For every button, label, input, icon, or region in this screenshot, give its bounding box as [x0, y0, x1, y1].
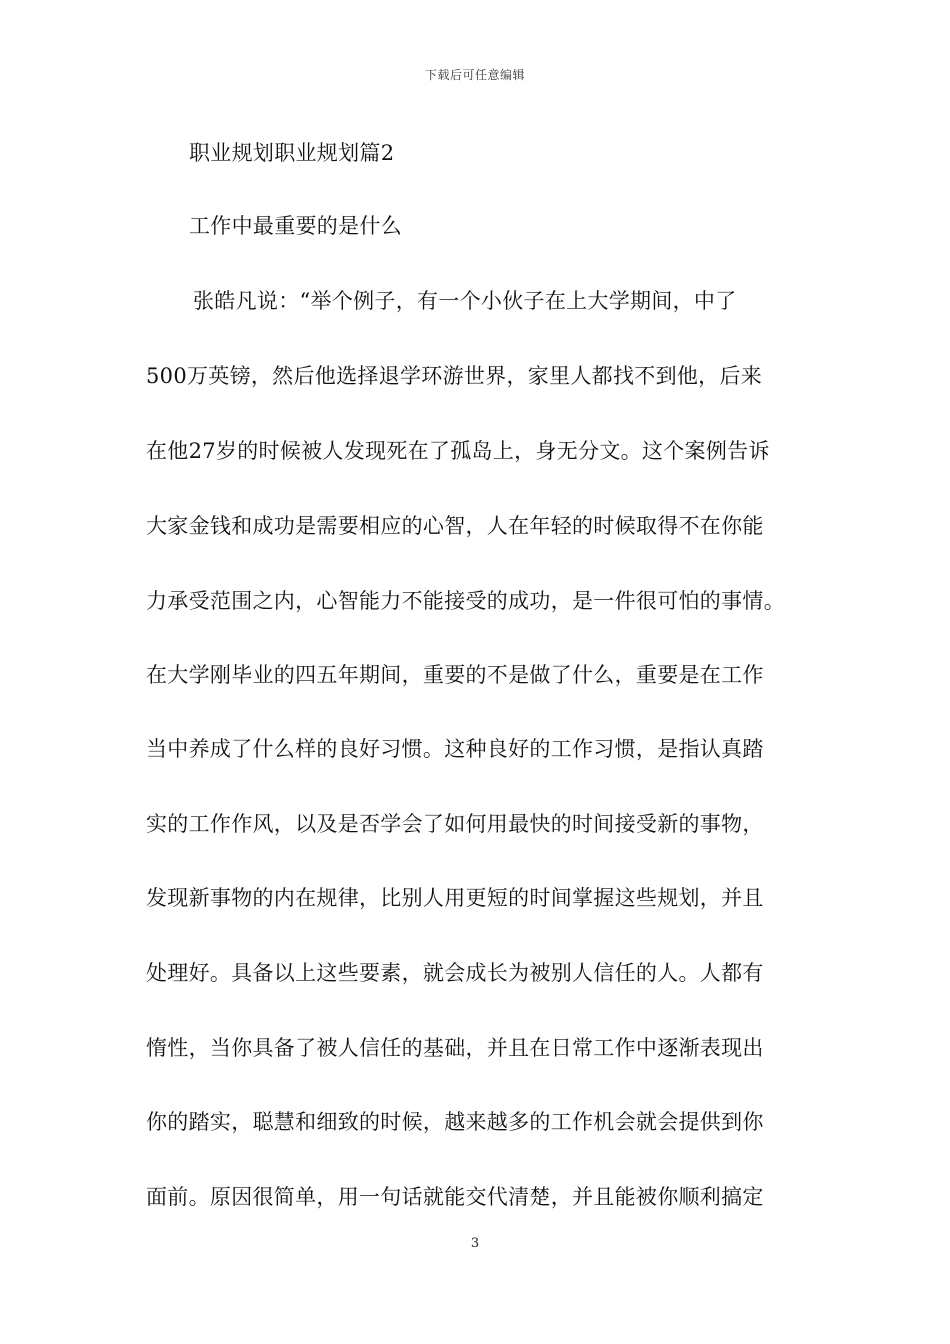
section-subheading: 工作中最重要的是什么 [189, 214, 402, 238]
paragraph-line: 面前。原因很简单，用一句话就能交代清楚，并且能被你顺利搞定 [146, 1185, 764, 1209]
paragraph-line: 发现新事物的内在规律，比别人用更短的时间掌握这些规划，并且 [146, 886, 764, 910]
paragraph-line: 500万英镑，然后他选择退学环游世界，家里人都找不到他，后来 [146, 364, 763, 388]
header-note: 下载后可任意编辑 [424, 68, 525, 82]
paragraph-line: 实的工作作风，以及是否学会了如何用最快的时间接受新的事物， [146, 812, 764, 836]
paragraph-line: 处理好。具备以上这些要素，就会成长为被别人信任的人。人都有 [146, 961, 764, 985]
page-number: 3 [470, 1236, 480, 1251]
paragraph-line: 在他27岁的时候被人发现死在了孤岛上，身无分文。这个案例告诉 [146, 439, 770, 463]
section-heading: 职业规划职业规划篇2 [189, 141, 395, 165]
paragraph-line: 力承受范围之内，心智能力不能接受的成功，是一件很可怕的事情。 [146, 589, 785, 613]
paragraph-line: 张皓凡说：“举个例子，有一个小伙子在上大学期间，中了 [193, 289, 737, 313]
paragraph-line: 惰性，当你具备了被人信任的基础，并且在日常工作中逐渐表现出 [146, 1036, 764, 1060]
paragraph-line: 大家金钱和成功是需要相应的心智，人在年轻的时候取得不在你能 [146, 514, 764, 538]
paragraph-line: 在大学刚毕业的四五年期间，重要的不是做了什么，重要是在工作 [146, 663, 764, 687]
paragraph-line: 你的踏实，聪慧和细致的时候，越来越多的工作机会就会提供到你 [146, 1110, 764, 1134]
paragraph-line: 当中养成了什么样的良好习惯。这种良好的工作习惯，是指认真踏 [146, 737, 764, 761]
